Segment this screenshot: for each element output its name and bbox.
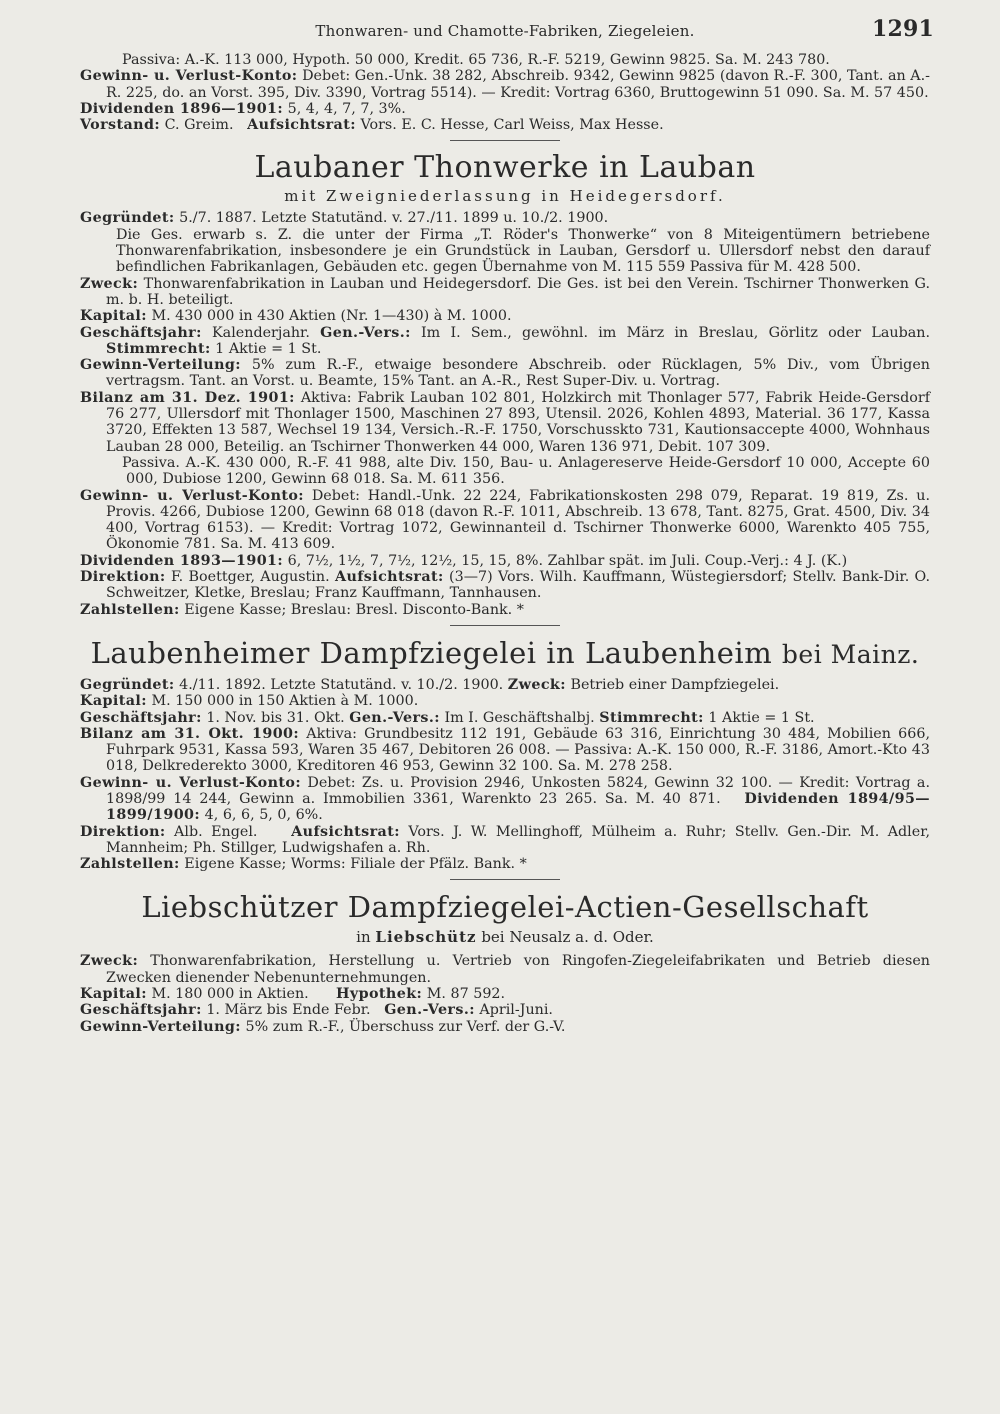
- balance-label: Bilanz am 31. Dez. 1901:: [80, 389, 295, 406]
- profit-loss-label: Gewinn- u. Verlust-Konto:: [80, 774, 302, 791]
- founded-description: Die Ges. erwarb s. Z. die unter der Firma „T. Röder's Thonwerke“ von 8 Miteigentümern betriebene Thonwarenfabrikation, insbesondere je ein Grundstück in Lauban, Gersdorf u. Ullersdorf nebst den darauf befindlichen Fabrikanlagen, Gebäuden etc. gegen Übernahme von M. 115 559 Passiva für M. 428 500.: [116, 226, 930, 276]
- prev-ar-text: Vors. E. C. Hesse, Carl Weiss, Max Hesse.: [360, 117, 664, 134]
- profit-distribution: [80, 1019, 930, 1035]
- founded-label: Gegründet:: [80, 210, 175, 227]
- entry-laubenheimer-dampfziegelei: [80, 635, 930, 873]
- capital-label: Kapital:: [80, 308, 147, 325]
- profit-loss-text: Debet: Handl.-Unk. 22 224, Fabrikationskosten 298 079, Reparat. 19 819, Zs. u. Provis. 4266, Dubiose 1200, Gewinn 68 018 (davon R.-F. 1011, Abschreib. 13 678, Tant. 8275, Grat. 4500, Div. 34 400, Vortrag 6153). — Kredit: Vortrag 1072, Gewinnanteil d. Tschirner Thonwerke 6000, Warenkto 405 755, Ökonomie 781. Sa. M. 413 609.: [106, 487, 931, 553]
- founded-text: 5./7. 1887. Letzte Statutänd. v. 27./11. 1899 u. 10./2. 1900.: [179, 210, 609, 227]
- capital-text: M. 180 000 in Aktien.: [151, 986, 309, 1003]
- purpose: [80, 276, 930, 309]
- management-label: Direktion:: [80, 823, 166, 840]
- capital: [80, 308, 930, 324]
- balance-label: Bilanz am 31. Okt. 1900:: [80, 725, 300, 742]
- purpose-label: Zweck:: [80, 953, 139, 970]
- balance-passiva: Passiva. A.-K. 430 000, R.-F. 41 988, alte Div. 150, Bau- u. Anlagereserve Heide-Gersdorf 10 000, Accepte 60 000, Dubiose 1200, Gewinn 68 018. Sa. M. 611 356.: [122, 454, 930, 488]
- prev-dividends: [80, 101, 930, 117]
- fiscal-year: [80, 710, 930, 726]
- entry-liebschuetzer-dampfziegelei: [80, 889, 930, 1034]
- purpose-text: Thonwarenfabrikation, Herstellung u. Vertrieb von Ringofen-Ziegeleifabrikaten und Betrieb diesen Zwecken dienender Nebenunternehmungen.: [106, 953, 931, 986]
- paying-agents-text: Eigene Kasse; Breslau: Bresl. Disconto-Bank. *: [184, 601, 524, 618]
- entry-laubaner-thonwerke: [80, 150, 930, 617]
- fiscal-year-label: Geschäftsjahr:: [80, 324, 202, 341]
- founded-text: 4./11. 1892. Letzte Statutänd. v. 10./2. 1900.: [179, 676, 504, 693]
- company-subtitle: mit Zweigniederlassung in Heidegersdorf.: [284, 187, 726, 206]
- company-location: [80, 927, 930, 947]
- management-text: F. Boettger, Augustin.: [170, 569, 330, 586]
- section-divider: [450, 625, 560, 626]
- profit-loss-label: Gewinn- u. Verlust-Konto:: [80, 487, 304, 504]
- fiscal-year-label: Geschäftsjahr:: [80, 1002, 202, 1019]
- dividends-text: 4, 6, 6, 5, 0, 6%.: [204, 807, 323, 824]
- page-number: 1291: [871, 16, 934, 42]
- profit-distribution-label: Gewinn-Verteilung:: [80, 357, 241, 374]
- supervisory-text: (3—7) Vors. Wilh. Kauffmann, Wüstegiersdorf; Stellv. Bank-Dir. O. Schweitzer, Kletke, Breslau; Franz Kauffmann, Tannhausen.: [106, 569, 930, 602]
- section-divider: [450, 140, 560, 141]
- prev-passiva: [80, 52, 930, 68]
- prev-vorstand-label: Vorstand:: [80, 117, 161, 134]
- purpose: [80, 953, 930, 986]
- balance-sheet: [80, 390, 930, 455]
- management-text: Alb. Engel.: [174, 823, 258, 840]
- supervisory-label: Aufsichtsrat:: [334, 569, 444, 586]
- purpose-text: Betrieb einer Dampfziegelei.: [570, 676, 780, 693]
- capital-text: M. 430 000 in 430 Aktien (Nr. 1—430) à M. 1000.: [151, 308, 512, 325]
- capital-label: Kapital:: [80, 986, 147, 1003]
- founded: [80, 210, 930, 226]
- supervisory-label: Aufsichtsrat:: [291, 823, 400, 840]
- profit-loss: [80, 775, 930, 824]
- voting-text: 1 Aktie = 1 St.: [708, 709, 815, 726]
- paying-agents-label: Zahlstellen:: [80, 856, 180, 873]
- purpose-label: Zweck:: [80, 275, 139, 292]
- dividends-label: Dividenden 1893—1901:: [80, 552, 284, 569]
- general-meeting-label: Gen.-Vers.:: [349, 709, 440, 726]
- voting-label: Stimmrecht:: [106, 340, 211, 357]
- location-prefix: in: [356, 928, 371, 947]
- management-label: Direktion:: [80, 569, 166, 586]
- profit-distribution-text: 5% zum R.-F., etwaige besondere Abschreib. oder Rücklagen, 5% Div., vom Übrigen vertragsm. Tant. an Vorst. u. Beamte, 15% Tant. an A.-R., Rest Super-Div. u. Vortrag.: [106, 357, 931, 390]
- general-meeting-text: Im I. Sem., gewöhnl. im März in Breslau, Görlitz oder Lauban.: [421, 324, 931, 341]
- prev-gv-label: Gewinn- u. Verlust-Konto:: [80, 68, 298, 85]
- capital: [80, 986, 930, 1002]
- dividends: [80, 553, 930, 569]
- company-title: [80, 635, 930, 673]
- previous-entry: [80, 52, 930, 133]
- location-suffix: bei Neusalz a. d. Oder.: [481, 928, 654, 947]
- location-name: Liebschütz: [375, 928, 477, 947]
- fiscal-year-text: 1. März bis Ende Febr.: [206, 1002, 371, 1019]
- founded: [80, 677, 930, 693]
- general-meeting-text: Im I. Geschäftshalbj.: [444, 709, 595, 726]
- prev-vorstand-text: C. Greim.: [164, 117, 234, 134]
- prev-div-label: Dividenden 1896—1901:: [80, 100, 284, 117]
- prev-ar-label: Aufsichtsrat:: [247, 117, 356, 134]
- prev-passiva-text: Passiva: A.-K. 113 000, Hypoth. 50 000, Kredit. 65 736, R.-F. 5219, Gewinn 9825.: [122, 52, 711, 68]
- fiscal-year: [80, 1002, 930, 1018]
- capital: [80, 693, 930, 709]
- company-title: Liebschützer Dampfziegelei-Actien-Gesellschaft: [141, 890, 869, 925]
- prev-passiva-sum: Sa. M. 243 780.: [715, 52, 830, 68]
- section-divider: [450, 879, 560, 880]
- prev-div-text: 5, 4, 4, 7, 7, 3%.: [287, 100, 406, 117]
- purpose-text: Thonwarenfabrikation in Lauban und Heidegersdorf. Die Ges. ist bei den Verein. Tschirner Thonwerken G. m. b. H. beteiligt.: [106, 275, 930, 308]
- voting-text: 1 Aktie = 1 St.: [215, 340, 322, 357]
- purpose-label: Zweck:: [507, 676, 566, 693]
- page-header: [80, 16, 934, 52]
- capital-text: M. 150 000 in 150 Aktien à M. 1000.: [151, 693, 419, 710]
- paying-agents-text: Eigene Kasse; Worms: Filiale der Pfälz. Bank. *: [184, 856, 527, 873]
- management: [80, 824, 930, 857]
- running-title: Thonwaren- und Chamotte-Fabriken, Ziegeleien.: [315, 22, 695, 40]
- mortgage-label: Hypothek:: [335, 986, 423, 1003]
- general-meeting-text: April-Juni.: [479, 1002, 553, 1019]
- profit-loss: [80, 488, 930, 553]
- dividends-label: Dividenden 1894/95—1899/1900:: [106, 790, 931, 824]
- company-title-main: Laubenheimer Dampfziegelei in Laubenheim: [90, 635, 773, 670]
- fiscal-year-label: Geschäftsjahr:: [80, 709, 202, 726]
- balance-text: Aktiva: Grundbesitz 112 191, Gebäude 63 316, Einrichtung 30 484, Mobilien 666, Fuhrpark 9531, Kassa 593, Waren 35 467, Debitoren 26 008. — Passiva: A.-K. 150 000, R.-F. 3186, Amort.-Kto 43 018, Delkrederekto 3000, Kreditoren 46 953, Gewinn 32 100. Sa. M. 278 258.: [106, 725, 930, 775]
- capital-label: Kapital:: [80, 693, 147, 710]
- balance-aktiva: Aktiva: Fabrik Lauban 102 801, Holzkirch mit Thonlager 577, Fabrik Heide-Gersdorf 76 277, Ullersdorf mit Thonlager 1500, Maschinen 27 893, Utensil. 2026, Kohlen 4893, Material. 36 177, Kassa 3720, Effekten 13 587, Wechsel 19 134, Versich.-R.-F. 1750, Vorschusskto 731, Kautionsaccepte 4000, Wohnhaus Lauban 28 000, Beteilig. an Tschirner Thonwerken 44 000, Waren 136 971, Debit. 107 309.: [106, 389, 931, 455]
- general-meeting-label: Gen.-Vers.:: [384, 1002, 475, 1019]
- company-title-location: bei Mainz.: [781, 639, 920, 669]
- fiscal-year: [80, 325, 930, 358]
- supervisory-text: Vors. J. W. Mellinghoff, Mülheim a. Ruhr; Stellv. Gen.-Dir. M. Adler, Mannheim; Ph. Stillger, Ludwigshafen a. Rh.: [106, 823, 931, 856]
- paying-agents: [80, 856, 930, 872]
- prev-vorstand: [80, 117, 930, 133]
- mortgage-text: M. 87 592.: [426, 986, 506, 1003]
- fiscal-year-text: Kalenderjahr.: [212, 324, 310, 341]
- prev-gv: [80, 68, 930, 101]
- voting-label: Stimmrecht:: [599, 709, 704, 726]
- general-meeting-label: Gen.-Vers.:: [320, 324, 411, 341]
- profit-loss-text: Debet: Zs. u. Provision 2946, Unkosten 5824, Gewinn 32 100. — Kredit: Vortrag a. 1898/99 14 244, Gewinn a. Immobilien 3361, Warenkto 23 265. Sa. M. 40 871.: [106, 774, 930, 807]
- company-title: Laubaner Thonwerke in Lauban: [254, 150, 756, 186]
- balance-sheet: [80, 726, 930, 775]
- dividends-text: 6, 7½, 1½, 7, 7½, 12½, 15, 15, 8%. Zahlbar spät. im Juli. Coup.-Verj.: 4 J. (K.): [287, 552, 848, 569]
- paying-agents-label: Zahlstellen:: [80, 601, 180, 618]
- paying-agents: [80, 602, 930, 618]
- founded-label: Gegründet:: [80, 676, 175, 693]
- profit-distribution-label: Gewinn-Verteilung:: [80, 1018, 241, 1035]
- prev-gv-text: Debet: Gen.-Unk. 38 282, Abschreib. 9342, Gewinn 9825 (davon R.-F. 300, Tant. an A.-R. 225, do. an Vorst. 395, Div. 3390, Vortrag 5514). — Kredit: Vortrag 6360, Bruttogewinn 51 090. Sa. M. 57 450.: [106, 68, 931, 101]
- management: [80, 569, 930, 602]
- fiscal-year-text: 1. Nov. bis 31. Okt.: [206, 709, 345, 726]
- profit-distribution: [80, 357, 930, 390]
- profit-distribution-text: 5% zum R.-F., Überschuss zur Verf. der G.-V.: [245, 1018, 566, 1035]
